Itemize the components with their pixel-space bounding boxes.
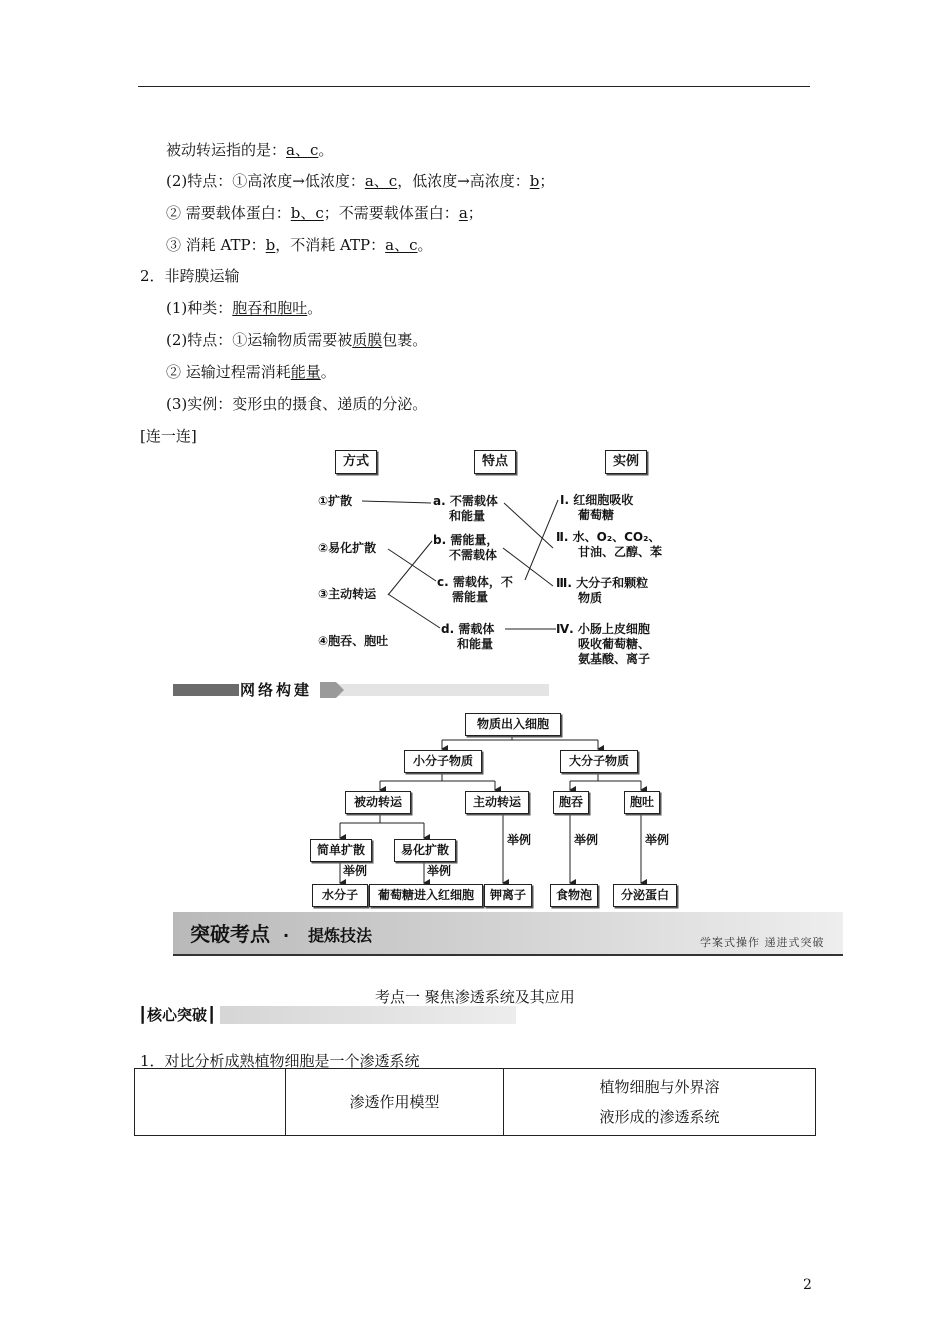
node-potassium: 钾离子 (484, 884, 532, 907)
feature-c-1: c. 需载体，不 (437, 575, 513, 589)
example-IV-3: 氨基酸、离子 (578, 652, 651, 666)
label-example: 举例 (574, 833, 599, 847)
comparison-table (134, 1068, 816, 1136)
example-I-2: 葡萄糖 (578, 508, 615, 522)
answer-blank: b、c (290, 204, 324, 222)
feature-b-2: 不需载体 (449, 548, 498, 562)
text-line-membrane: (2)特点：①运输物质需要被质膜包裹。 (166, 331, 428, 349)
text-line-passive: 被动转运指的是：a、c。 (166, 141, 334, 159)
node-simple-diffusion: 简单扩散 (310, 839, 372, 862)
item-1: 1．对比分析成熟植物细胞是一个渗透系统 (140, 1052, 420, 1070)
node-food-vacuole: 食物泡 (550, 884, 598, 907)
text-line-atp: ③ 消耗 ATP：b，不消耗 ATP：a、c。 (166, 236, 433, 254)
feature-a-2: 和能量 (449, 509, 486, 523)
node-active: 主动转运 (465, 791, 529, 814)
example-II-1: Ⅱ. 水、O₂、CO₂、 (556, 530, 661, 544)
answer-blank: 能量 (290, 363, 321, 381)
node-root: 物质出入细胞 (465, 713, 561, 736)
answer-blank: b (529, 172, 540, 190)
mode-diffusion: ①扩散 (318, 494, 353, 508)
node-facilitated-diffusion: 易化扩散 (394, 839, 456, 862)
answer-blank: a、c (286, 141, 319, 159)
feature-d-1: d. 需载体 (441, 622, 495, 636)
label-example: 举例 (427, 864, 452, 878)
answer-blank: a (458, 204, 468, 222)
mode-active: ③主动转运 (318, 587, 377, 601)
table-row (135, 1069, 816, 1136)
match-header-example: 实例 (605, 450, 647, 474)
node-endocytosis: 胞吞 (553, 791, 589, 814)
feature-a-1: a. 不需载体 (433, 494, 498, 508)
example-III-1: Ⅲ. 大分子和颗粒 (556, 576, 649, 590)
section-banner-rule (173, 954, 843, 956)
section-subtitle: 提炼技法 (308, 926, 373, 945)
connect-label: [连一连] (140, 427, 197, 445)
feature-c-2: 需能量 (452, 590, 489, 604)
example-IV-1: Ⅳ. 小肠上皮细胞 (556, 622, 650, 636)
answer-blank: 质膜 (352, 331, 383, 349)
table-cell-plant: 植物细胞与外界溶 液形成的渗透系统 (504, 1069, 816, 1136)
answer-blank: 胞吞和胞吐 (232, 299, 308, 317)
example-III-2: 物质 (578, 591, 603, 605)
network-title: 网络构建 (240, 681, 313, 699)
node-secretory-protein: 分泌蛋白 (613, 884, 677, 907)
table-cell-model: 渗透作用模型 (286, 1069, 504, 1136)
answer-blank: b (265, 236, 276, 254)
label-example: 举例 (645, 833, 670, 847)
text-line-types: (1)种类：胞吞和胞吐。 (166, 299, 323, 317)
answer-blank: a、c (385, 236, 418, 254)
node-glucose: 葡萄糖进入红细胞 (369, 884, 483, 907)
feature-d-2: 和能量 (457, 637, 494, 651)
page-number: 2 (803, 1277, 812, 1293)
node-large-molecule: 大分子物质 (560, 750, 638, 773)
example-II-2: 甘油、乙醇、苯 (578, 545, 663, 559)
node-small-molecule: 小分子物质 (404, 750, 482, 773)
mode-facilitated: ②易化扩散 (318, 541, 377, 555)
node-passive: 被动转运 (345, 791, 411, 814)
node-water: 水分子 (312, 884, 368, 907)
answer-blank: a、c (364, 172, 398, 190)
text-line-energy: ② 运输过程需消耗能量。 (166, 363, 336, 381)
label-example: 举例 (343, 864, 368, 878)
text-line-features: (2)特点：①高浓度→低浓度：a、c，低浓度→高浓度：b； (166, 172, 555, 190)
core-title: ┃核心突破┃ (138, 1004, 220, 1026)
text-line-examples: (3)实例：变形虫的摄食、递质的分泌。 (166, 395, 428, 413)
heading-non-transmembrane: 2．非跨膜运输 (140, 267, 240, 285)
section-title: 突破考点 · (190, 922, 290, 946)
section-tagline: 学案式操作 递进式突破 (700, 936, 825, 949)
mode-endo-exo: ④胞吞、胞吐 (318, 634, 389, 648)
feature-b-1: b. 需能量， (433, 533, 499, 547)
match-header-feature: 特点 (474, 450, 516, 474)
example-IV-2: 吸收葡萄糖、 (578, 637, 651, 651)
kaodian-title: 考点一 聚焦渗透系统及其应用 (375, 988, 575, 1006)
example-I-1: Ⅰ. 红细胞吸收 (560, 493, 634, 507)
table-cell-empty (135, 1069, 286, 1136)
text-line-carrier: ② 需要载体蛋白：b、c；不需要载体蛋白：a； (166, 204, 483, 222)
label-example: 举例 (507, 833, 532, 847)
match-header-mode: 方式 (335, 450, 377, 474)
node-exocytosis: 胞吐 (624, 791, 660, 814)
